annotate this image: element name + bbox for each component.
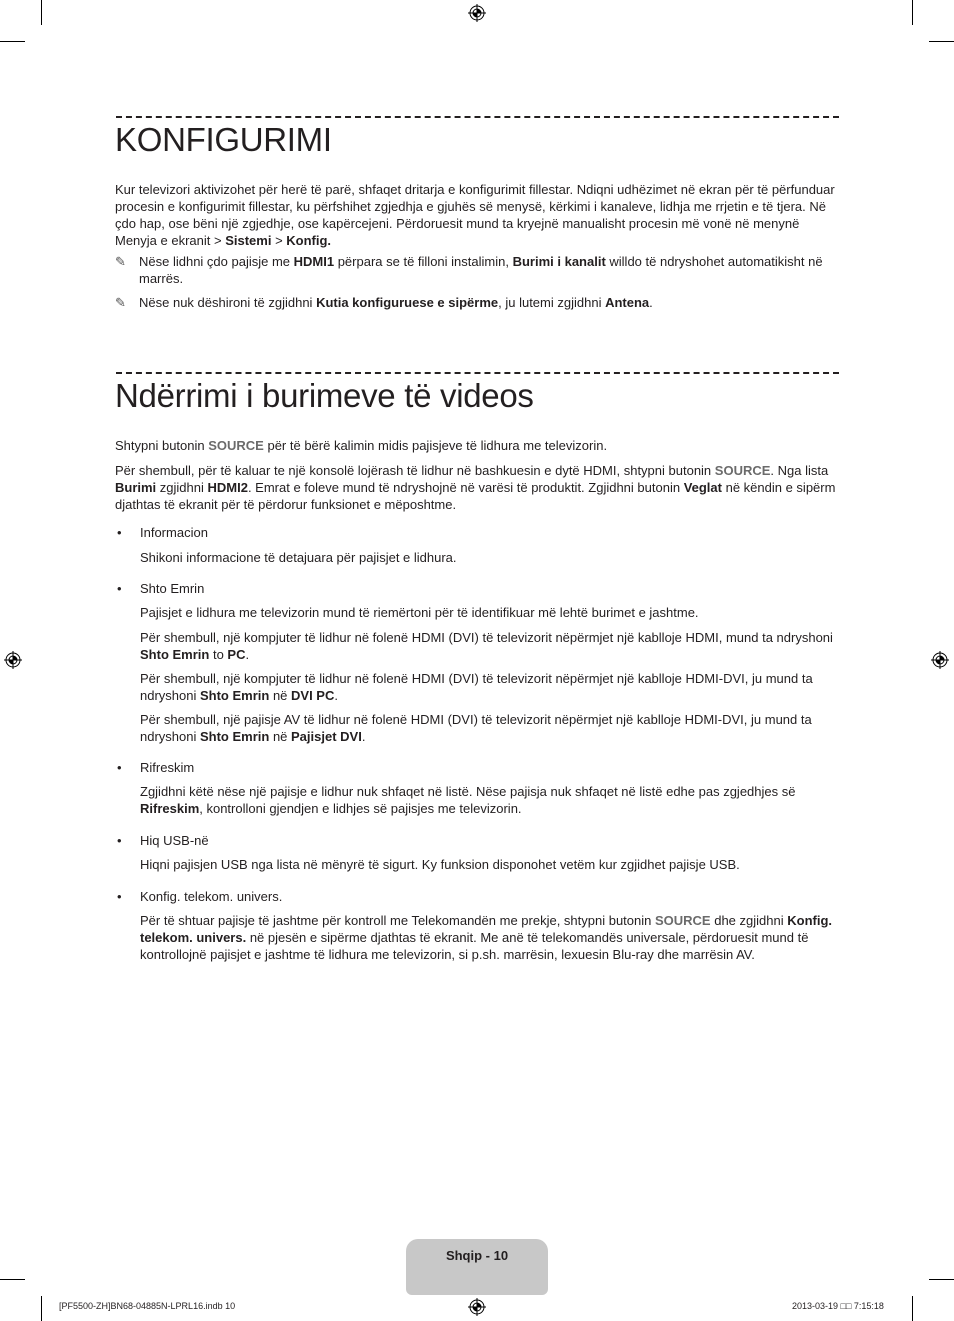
example-paragraph: Për shembull, për të kaluar te një konsolë lojërash të lidhur në bashkuesin e dytë HDMI, shtypni butonin SOURCE. Nga lista Burimi zgjidhni HDMI2. Emrat e foleve mund të ndryshojnë në varësi të produktit. Zgjidhni butonin Veglat në këndin e sipërm djathtas të ekranit për të përdorur funksionet e mëposhtme.: [115, 463, 836, 512]
section-title-ndrrimi: Ndërrimi i burimeve të videos: [115, 377, 534, 414]
bullet-icon: •: [117, 889, 122, 904]
bullet-text: Për shembull, një pajisje AV të lidhur në folenë HDMI (DVI) të televizorit nëpërmjet një kablloje HDMI-DVI, ju mund ta ndryshoni Shto Emrin në Pajisjet DVI.: [140, 712, 812, 744]
section-divider: [116, 372, 839, 374]
bullet-title-hiq-usb: Hiq USB-në: [140, 833, 209, 848]
intro-paragraph: Kur televizori aktivizohet për herë të parë, shfaqet dritarja e konfigurimit fillestar. Ndiqni udhëzimet në ekran për të përfunduar procesin e konfigurimit fillestar, ku përfshihet zgjedhja e gjuhës së menysë, kërkimi i kanaleve, lidhja me rrjetin e të tjera. Në çdo hap, ose bëni një zgjedhje, ose kapërcejeni. Përdoruesit mund ta kryejnë manualisht procesin më vonë në menynë Menyja e ekranit > Sistemi > Konfig.: [115, 182, 835, 248]
crop-mark: [912, 1296, 913, 1321]
crop-mark: [912, 0, 913, 25]
registration-mark-icon: [468, 1298, 486, 1316]
bullet-icon: •: [117, 525, 122, 540]
page-number: Shqip - 10: [445, 1248, 509, 1263]
print-file-info: [PF5500-ZH]BN68-04885N-LPRL16.indb 10: [59, 1301, 236, 1311]
bullet-title-shto-emrin: Shto Emrin: [140, 581, 205, 596]
source-paragraph: Shtypni butonin SOURCE për të bërë kalimin midis pajisjeve të lidhura me televizorin.: [115, 438, 608, 453]
print-date-info: 2013-03-19 □□ 7:15:18: [792, 1301, 884, 1311]
bullet-text: Pajisjet e lidhura me televizorin mund të riemërtoni për të identifikuar më lehtë burimet e jashtme.: [140, 605, 699, 620]
crop-mark: [0, 41, 25, 42]
crop-mark: [41, 0, 42, 25]
note-kutia: Nëse nuk dëshironi të zgjidhni Kutia konfiguruese e sipërme, ju lutemi zgjidhni Antena.: [139, 295, 653, 310]
page-number-tab: [406, 1239, 548, 1295]
bullet-text: Zgjidhni këtë nëse një pajisje e lidhur nuk shfaqet në listë. Nëse pajisja nuk shfaqet në listë edhe pas zgjedhjes së Rifreskim, kontrolloni gjendjen e lidhjes së pajisjes me televizorin.: [140, 784, 796, 816]
crop-mark: [41, 1296, 42, 1321]
bullet-text: Për të shtuar pajisje të jashtme për kontroll me Telekomandën me prekje, shtypni butonin SOURCE dhe zgjidhni Konfig. telekom. univers. në pjesën e sipërme djathtas të ekranit. Me anë të telekomandës universale, përdoruesit mund të kontrollojnë pajisjet e jashtme të lidhura me televizorin, si p.sh. marrësin, lexuesin Blu-ray dhe marrësin AV.: [140, 913, 832, 962]
crop-mark: [929, 41, 954, 42]
section-divider: [116, 116, 839, 118]
bullet-title-informacion: Informacion: [140, 525, 208, 540]
bullet-text: Hiqni pajisjen USB nga lista në mënyrë të sigurt. Ky funksion disponohet vetëm kur zgjidhet pajisje USB.: [140, 857, 740, 872]
menu-konfig: Konfig.: [286, 233, 332, 248]
crop-mark: [0, 1279, 25, 1280]
registration-mark-icon: [4, 651, 22, 669]
bullet-icon: •: [117, 581, 122, 596]
bullet-title-rifreskim: Rifreskim: [140, 760, 195, 775]
pencil-note-icon: ✎: [115, 254, 126, 269]
bullet-title-konfig-telekom: Konfig. telekom. univers.: [140, 889, 283, 904]
registration-mark-icon: [468, 4, 486, 22]
bullet-text: Për shembull, një kompjuter të lidhur në folenë HDMI (DVI) të televizorit nëpërmjet një kablloje HDMI-DVI, ju mund ta ndryshoni Shto Emrin në DVI PC.: [140, 671, 813, 703]
registration-mark-icon: [931, 651, 949, 669]
bullet-text: Shikoni informacione të detajuara për pajisjet e lidhura.: [140, 550, 457, 565]
crop-mark: [929, 1279, 954, 1280]
note-hdmi1: Nëse lidhni çdo pajisje me HDMI1 përpara se të filloni instalimin, Burimi i kanalit willdo të ndryshohet automatikisht në marrës.: [139, 254, 823, 286]
bullet-icon: •: [117, 760, 122, 775]
bullet-icon: •: [117, 833, 122, 848]
pencil-note-icon: ✎: [115, 295, 126, 310]
menu-sistemi: Sistemi: [225, 233, 272, 248]
section-title-konfigurimi: KONFIGURIMI: [115, 121, 332, 158]
bullet-text: Për shembull, një kompjuter të lidhur në folenë HDMI (DVI) të televizorit nëpërmjet një kablloje HDMI, mund ta ndryshoni Shto Emrin to PC.: [140, 630, 833, 662]
